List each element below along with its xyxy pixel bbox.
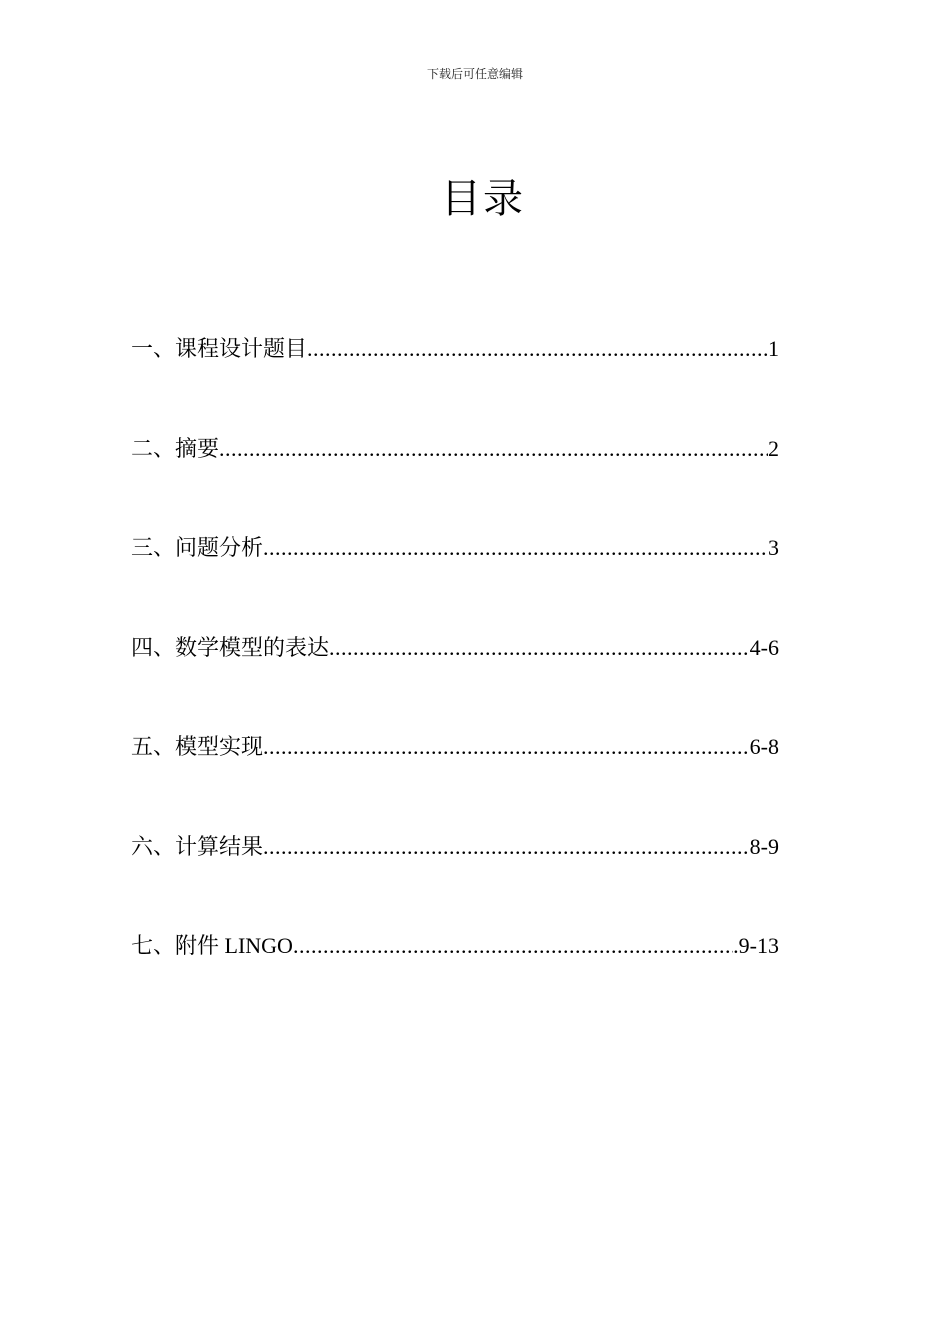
toc-entry-page: 6-8 [749,734,779,759]
toc-entry-page: 8-9 [749,833,779,859]
toc-entry [131,732,779,832]
toc-entry-label: 三、问题分析 [131,535,264,560]
toc-leader-dots [329,633,750,663]
toc-entry [131,434,779,534]
toc-leader-dots [263,533,768,563]
toc-entry-label: 五、模型实现 [131,734,264,759]
table-of-contents [131,334,779,1031]
toc-entry-label: 七、附件 LINGO [131,933,293,958]
toc-entry [131,633,779,733]
toc-leader-dots [219,434,768,464]
toc-leader-dots [263,832,750,862]
toc-leader-dots [307,334,768,364]
header-note: 下载后可任意编辑 [426,67,523,81]
toc-leader-dots [293,931,733,961]
toc-entry-label: 四、数学模型的表达 [131,634,330,660]
toc-entry-page: 3 [768,535,779,560]
toc-entry-label: 六、计算结果 [131,833,264,859]
toc-entry-page: 4-6 [749,634,779,660]
toc-entry [131,334,779,434]
toc-entry [131,832,779,932]
toc-entry-label: 一、课程设计题目 [131,336,308,361]
page-title: 目录 [441,176,525,221]
toc-entry-label: 二、摘要 [131,435,220,461]
toc-entry [131,931,779,1031]
toc-entry-page: 2 [768,435,779,461]
toc-entry-page: 1 [768,336,779,361]
toc-entry [131,533,779,633]
toc-entry-page: .9-13 [733,933,779,958]
toc-leader-dots [263,732,750,762]
